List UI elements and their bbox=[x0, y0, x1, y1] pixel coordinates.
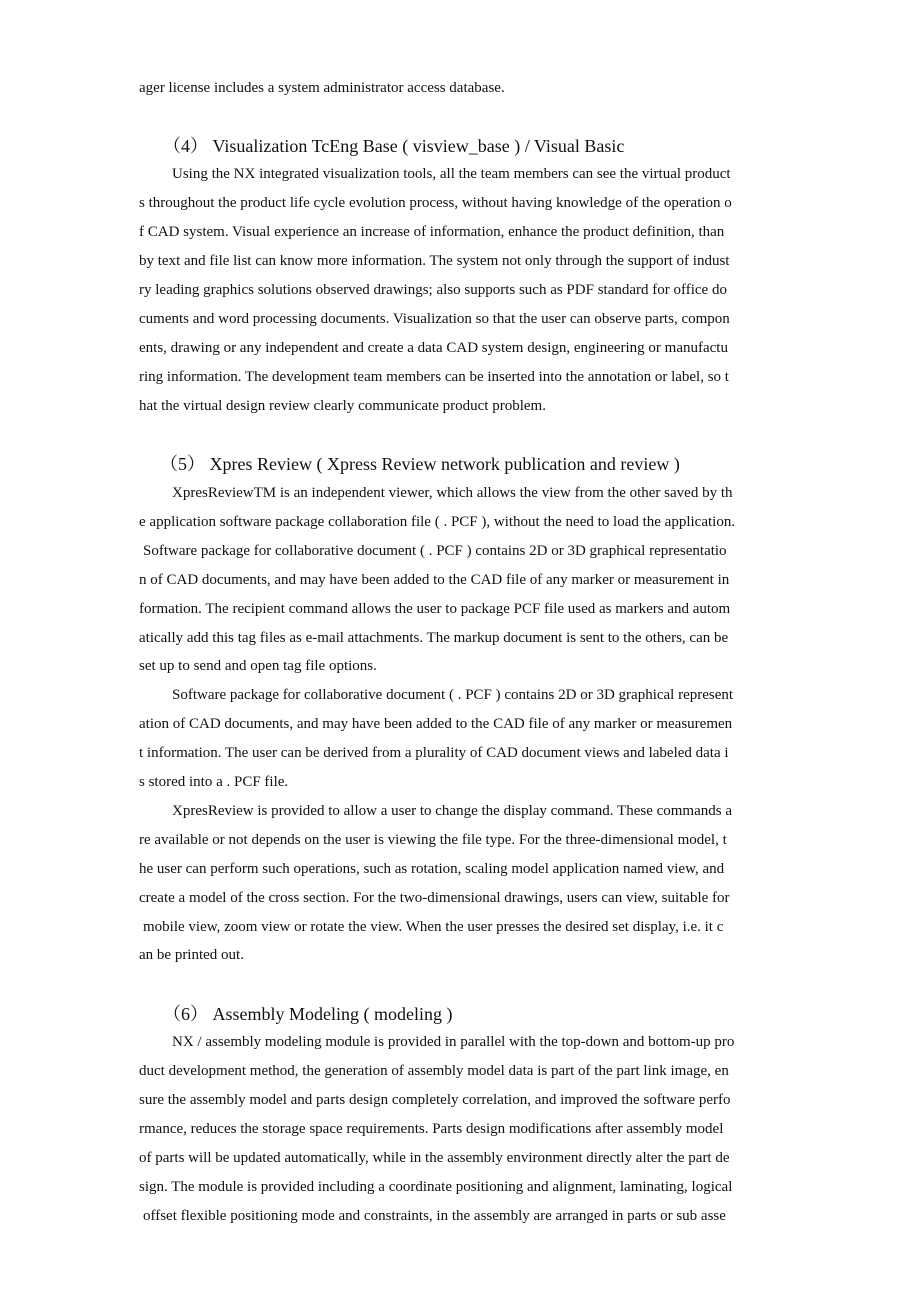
paragraph-line: duct development method, the generation of assembly model data is part of the part link image, en bbox=[139, 1063, 729, 1079]
paragraph-line: set up to send and open tag file options. bbox=[139, 658, 377, 674]
paragraph-line: he user can perform such operations, such as rotation, scaling model application named view, and bbox=[139, 861, 725, 877]
paragraph-line: Software package for collaborative document ( . PCF ) contains 2D or 3D graphical representatio bbox=[143, 543, 727, 559]
paragraph-line: atically add this tag files as e-mail attachments. The markup document is sent to the others, can be bbox=[139, 630, 729, 646]
paragraph-line: Using the NX integrated visualization tools, all the team members can see the virtual product bbox=[172, 166, 731, 182]
paragraph-line: ring information. The development team members can be inserted into the annotation or label, so t bbox=[139, 369, 729, 385]
paragraph-line: ry leading graphics solutions observed drawings; also supports such as PDF standard for office do bbox=[139, 282, 727, 298]
continuation-line: ager license includes a system administrator access database. bbox=[139, 80, 505, 96]
paragraph-line: create a model of the cross section. For the two-dimensional drawings, users can view, suitable for bbox=[139, 890, 730, 906]
paragraph-line: n of CAD documents, and may have been added to the CAD file of any marker or measurement in bbox=[139, 572, 730, 588]
paragraph-line: ation of CAD documents, and may have been added to the CAD file of any marker or measuremen bbox=[139, 716, 733, 732]
paragraph-line: NX / assembly modeling module is provided in parallel with the top-down and bottom-up pro bbox=[172, 1034, 735, 1050]
paragraph-line: cuments and word processing documents. Visualization so that the user can observe parts, compon bbox=[139, 311, 730, 327]
paragraph-line: mobile view, zoom view or rotate the view. When the user presses the desired set display, i.e. it c bbox=[143, 919, 724, 935]
paragraph-line: re available or not depends on the user is viewing the file type. For the three-dimensional model, t bbox=[139, 832, 727, 848]
paragraph-line: formation. The recipient command allows the user to package PCF file used as markers and autom bbox=[139, 601, 731, 617]
paragraph-line: f CAD system. Visual experience an increase of information, enhance the product definition, than bbox=[139, 224, 725, 240]
paragraph-line: ents, drawing or any independent and create a data CAD system design, engineering or manufactu bbox=[139, 340, 728, 356]
paragraph-line: an be printed out. bbox=[139, 947, 244, 963]
paragraph-line: Software package for collaborative document ( . PCF ) contains 2D or 3D graphical represent bbox=[172, 687, 734, 703]
paragraph-line: e application software package collaboration file ( . PCF ), without the need to load the application. bbox=[139, 514, 736, 530]
section-heading: （5） Xpres Review ( Xpress Review network publication and review ) bbox=[160, 454, 680, 474]
paragraph-line: hat the virtual design review clearly communicate product problem. bbox=[139, 398, 546, 414]
paragraph-line: sign. The module is provided including a coordinate positioning and alignment, laminating, logical bbox=[139, 1179, 733, 1195]
paragraph-line: by text and file list can know more information. The system not only through the support of indust bbox=[139, 253, 730, 269]
paragraph-line: XpresReview is provided to allow a user to change the display command. These commands a bbox=[172, 803, 732, 819]
paragraph-line: s throughout the product life cycle evolution process, without having knowledge of the operation o bbox=[139, 195, 732, 211]
paragraph-line: sure the assembly model and parts design completely correlation, and improved the software perfo bbox=[139, 1092, 731, 1108]
paragraph-line: offset flexible positioning mode and constraints, in the assembly are arranged in parts or sub asse bbox=[143, 1208, 726, 1224]
section-heading: （4） Visualization TcEng Base ( visview_base ) / Visual Basic bbox=[163, 136, 625, 156]
paragraph-line: t information. The user can be derived from a plurality of CAD document views and labeled data i bbox=[139, 745, 729, 761]
paragraph-line: s stored into a . PCF file. bbox=[139, 774, 289, 790]
paragraph-line: XpresReviewTM is an independent viewer, which allows the view from the other saved by th bbox=[172, 485, 733, 501]
paragraph-line: rmance, reduces the storage space requirements. Parts design modifications after assembly model bbox=[139, 1121, 724, 1137]
paragraph-line: of parts will be updated automatically, while in the assembly environment directly alter the part de bbox=[139, 1150, 730, 1166]
section-heading: （6） Assembly Modeling ( modeling ) bbox=[163, 1004, 453, 1024]
